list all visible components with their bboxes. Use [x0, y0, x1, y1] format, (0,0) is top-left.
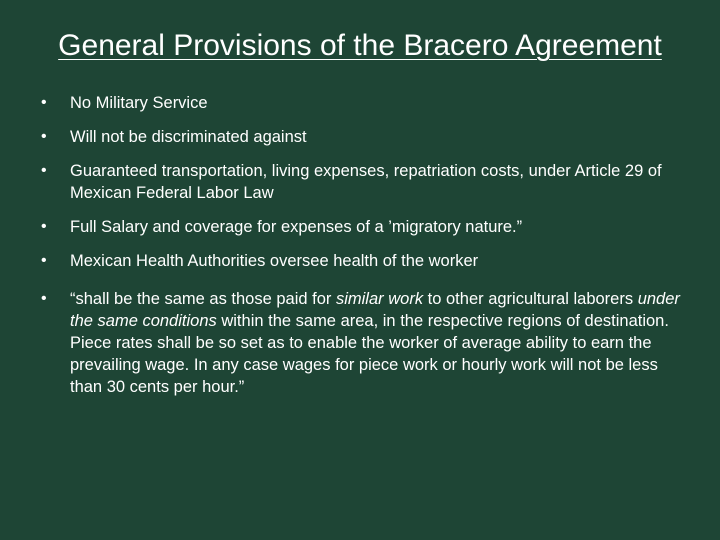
bullet-item	[30, 250, 690, 272]
bullet-item	[30, 160, 690, 204]
bullet-item	[30, 92, 690, 114]
quote-text	[70, 290, 680, 396]
quote-part-3: within the same area, in the respective regions of destination. Piece rates shall be so set as to enable the worker of average ability to earn the prevailing wage. In any case wages for piece work or hourly work will not be less than 30 cents per hour.”	[70, 312, 669, 396]
quote-bullet-item	[30, 288, 690, 398]
bullet-dot-icon: •	[41, 218, 47, 235]
quote-italic-similar-work: similar work	[335, 290, 424, 308]
bullet-dot-icon: •	[41, 162, 47, 179]
bullet-text: Full Salary and coverage for expenses of a ’migratory nature.”	[70, 218, 523, 236]
bullet-dot-icon: •	[41, 252, 47, 269]
bullet-dot-icon: •	[41, 94, 47, 111]
quote-italic-same-conditions: under the same conditions	[70, 290, 680, 330]
bullet-text: No Military Service	[70, 94, 208, 112]
bullet-list	[30, 92, 690, 410]
bullet-text: Mexican Health Authorities oversee health of the worker	[70, 252, 479, 270]
bullet-item	[30, 126, 690, 148]
quote-part-2: to other agricultural laborers	[423, 290, 638, 308]
bullet-dot-icon: •	[41, 290, 47, 307]
quote-part-1: “shall be the same as those paid for	[70, 290, 336, 308]
bullet-item	[30, 216, 690, 238]
bullet-text: Will not be discriminated against	[70, 128, 307, 146]
slide-title: General Provisions of the Bracero Agreement	[58, 29, 662, 62]
bullet-text: Guaranteed transportation, living expenses, repatriation costs, under Article 29 of Mexican Federal Labor Law	[70, 162, 662, 202]
bullet-dot-icon: •	[41, 128, 47, 145]
